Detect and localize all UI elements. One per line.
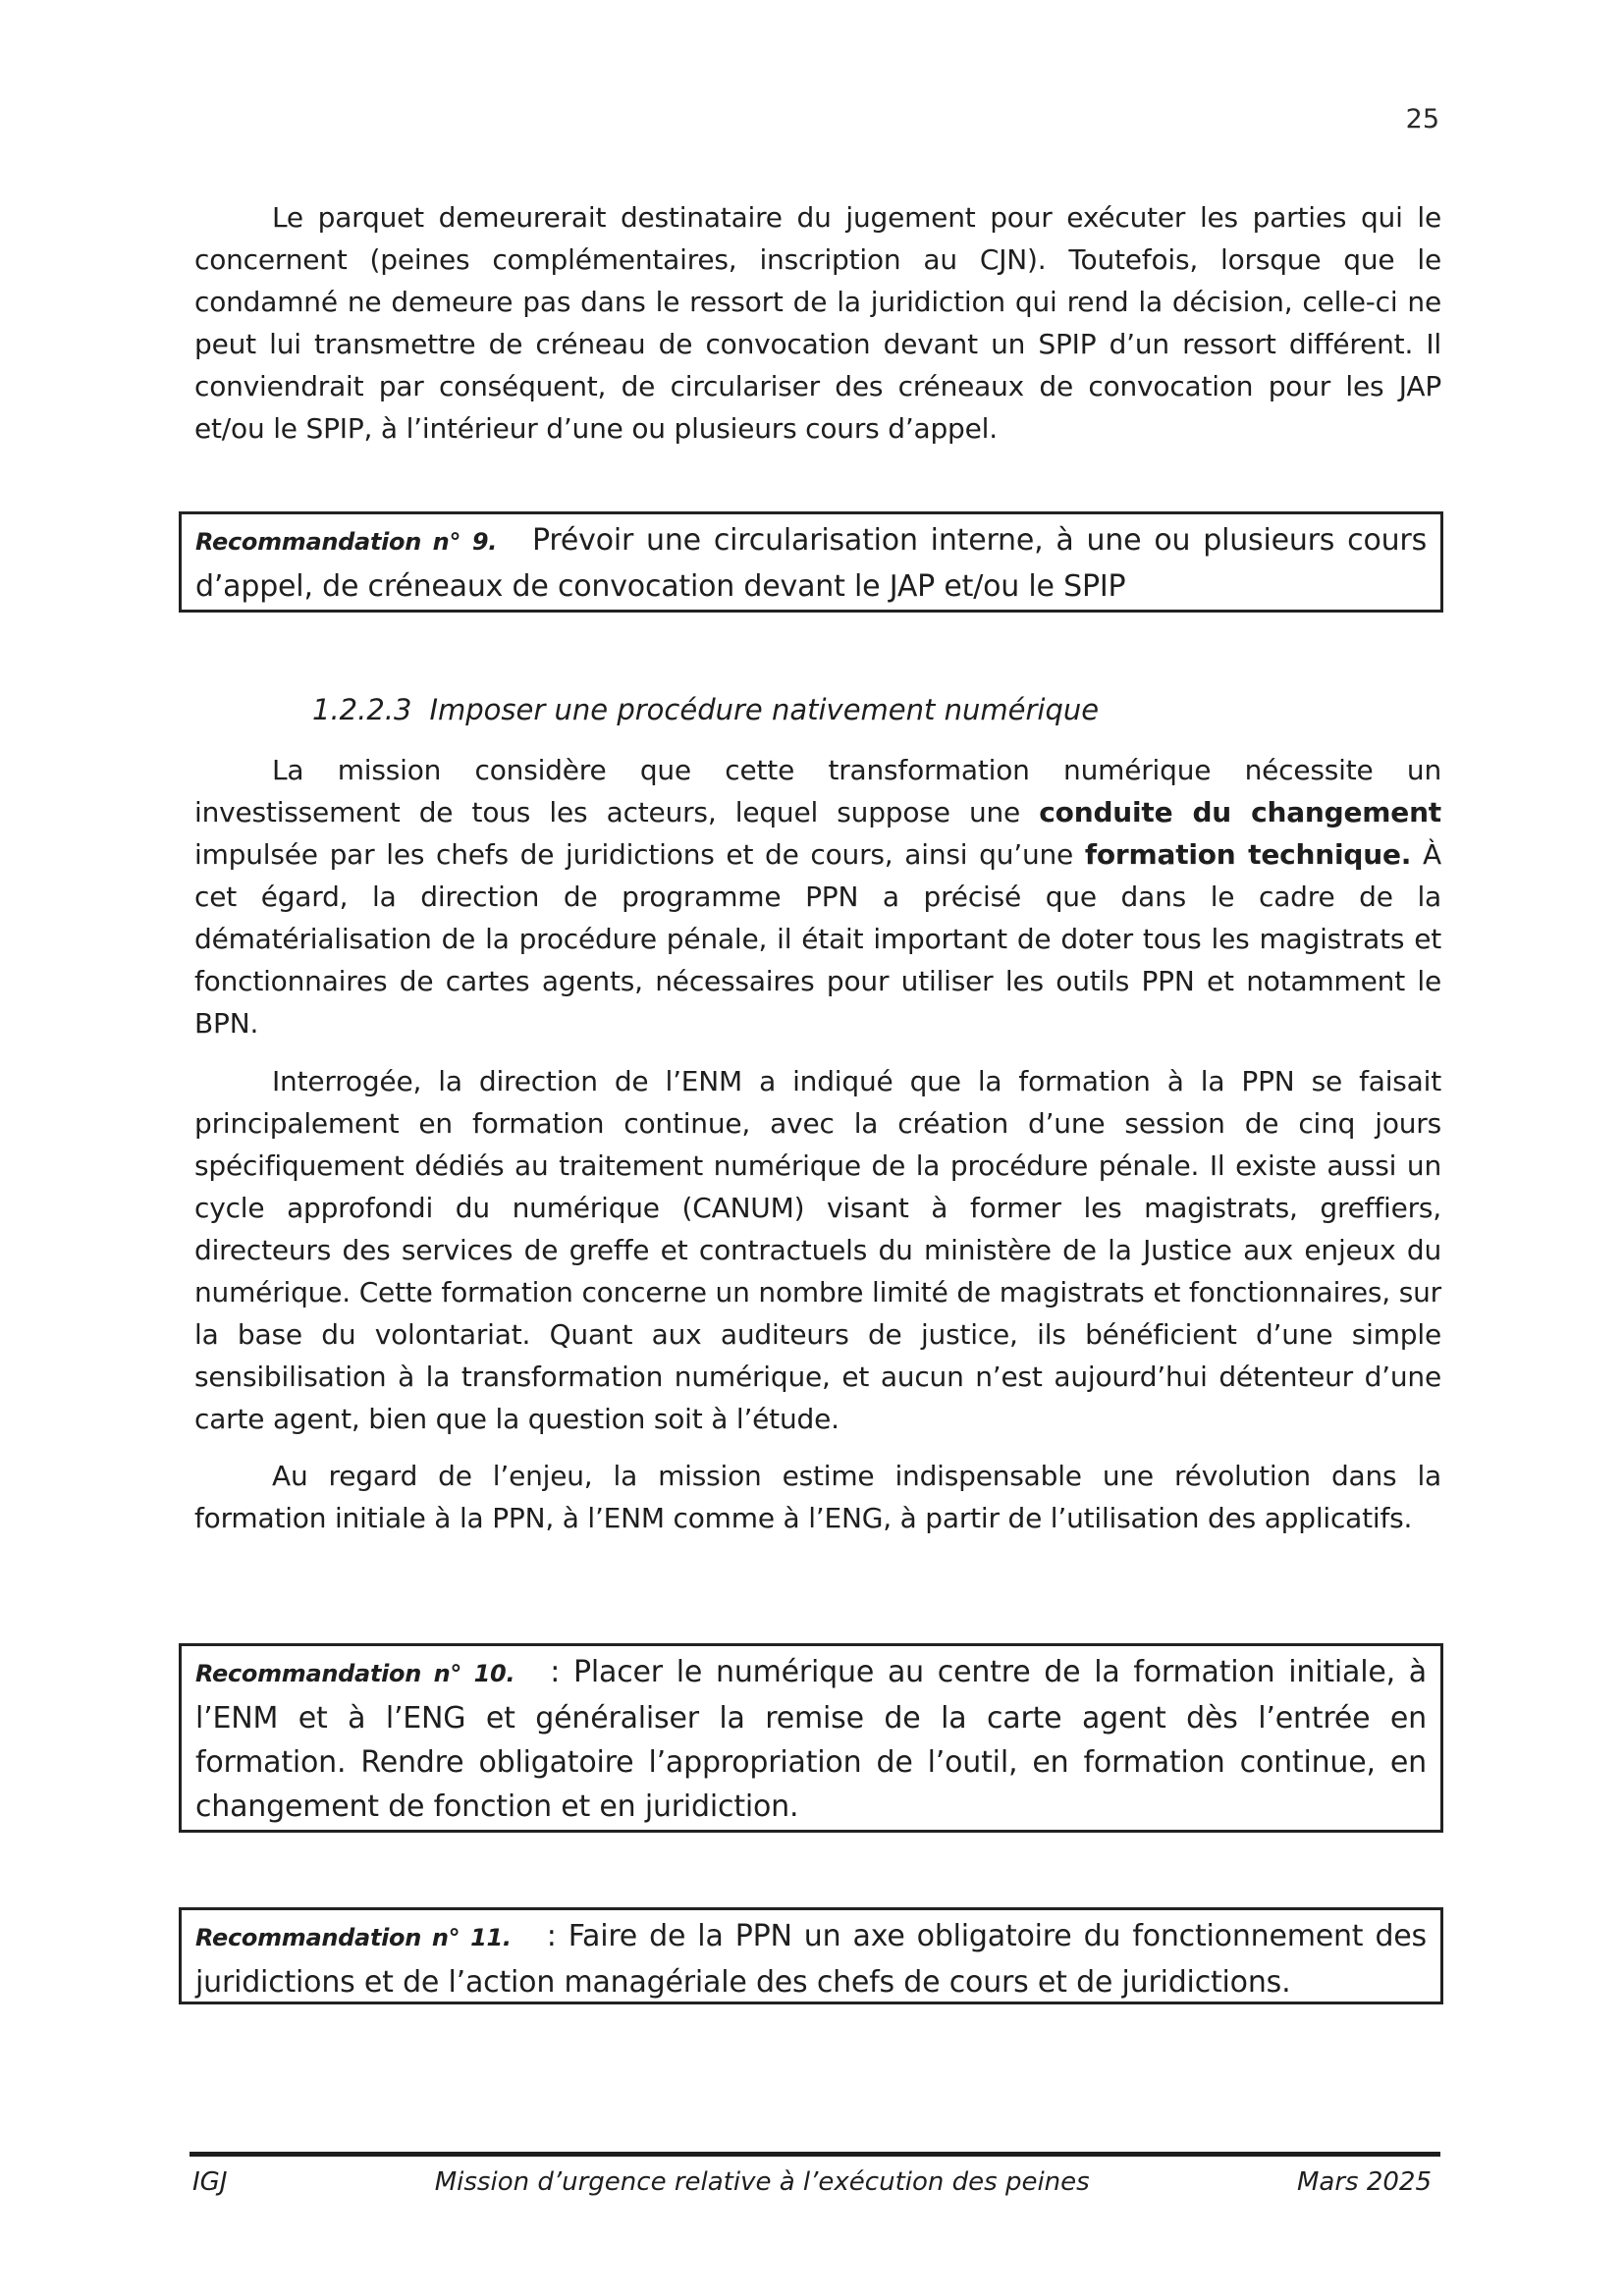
- section-number: 1.2.2.3: [312, 693, 412, 726]
- recommendation-11-box: [179, 1907, 1443, 2004]
- footer-document-title: Mission d’urgence relative à l’exécution des peines: [434, 2167, 1090, 2197]
- text-run: La mission considère que cette transformation numérique nécessite un investissement de tous les acteurs, lequel suppose une: [194, 754, 1441, 828]
- paragraph-text: Interrogée, la direction de l’ENM a indiqué que la formation à la PPN se faisait principalement en formation continue, avec la création d’une session de cinq jours spécifiquement dédiés au traitement numérique de la procédure pénale. Il existe aussi un cycle approfondi du numérique (CANUM) visant à former les magistrats, greffiers, directeurs des services de greffe et contractuels du ministère de la Justice aux enjeux du numérique. Cette formation concerne un nombre limité de magistrats et fonctionnaires, sur la base du volontariat. Quant aux auditeurs de justice, ils bénéficient d’une simple sensibilisation à la transformation numérique, et aucun n’est aujourd’hui détenteur d’une carte agent, bien que la question soit à l’étude.: [194, 1065, 1441, 1435]
- footer-date: Mars 2025: [1296, 2167, 1432, 2197]
- page-footer: [192, 2167, 1432, 2197]
- paragraph-text: [194, 749, 1441, 1044]
- paragraph-text: Au regard de l’enjeu, la mission estime indispensable une révolution dans la formation initiale à la PPN, à l’ENM comme à l’ENG, à partir de l’utilisation des applicatifs.: [194, 1460, 1441, 1534]
- recommendation-9-box: [179, 511, 1443, 613]
- text-run: impulsée par les chefs de juridictions et de cours, ainsi qu’une: [194, 838, 1085, 871]
- section-title: Imposer une procédure nativement numérique: [429, 693, 1100, 726]
- footer-organization: IGJ: [192, 2167, 228, 2197]
- text-run: À cet égard, la direction de programme PPN a précisé que dans le cadre de la dématérialisation de la procédure pénale, il était important de doter tous les magistrats et fonctionnaires de cartes agents, nécessaires pour utiliser les outils PPN et notamment le BPN.: [194, 838, 1441, 1040]
- recommendation-label: Recommandation n° 10.: [195, 1660, 515, 1687]
- paragraph-enjeu: [194, 1455, 1441, 1539]
- section-heading: [312, 693, 1099, 726]
- paragraph-mission-considere: [194, 749, 1441, 1044]
- page-number: 25: [1405, 104, 1439, 134]
- recommendation-label: Recommandation n° 9.: [195, 528, 498, 556]
- footer-divider: [189, 2152, 1440, 2157]
- recommendation-text: Prévoir une circularisation interne, à une ou plusieurs cours d’appel, de créneaux de convocation devant le JAP et/ou le SPIP: [195, 523, 1427, 604]
- bold-text-run: formation technique.: [1084, 838, 1412, 871]
- paragraph-text: Le parquet demeurerait destinataire du jugement pour exécuter les parties qui le concernent (peines complémentaires, inscription au CJN). Toutefois, lorsque que le condamné ne demeure pas dans le ressort de la juridiction qui rend la décision, celle-ci ne peut lui transmettre de créneau de convocation devant un SPIP d’un ressort différent. Il conviendrait par conséquent, de circulariser des créneaux de convocation pour les JAP et/ou le SPIP, à l’intérieur d’une ou plusieurs cours d’appel.: [194, 201, 1441, 445]
- recommendation-10-box: [179, 1643, 1443, 1833]
- recommendation-text: : Faire de la PPN un axe obligatoire du fonctionnement des juridictions et de l’action managériale des chefs de cours et de juridictions.: [195, 1919, 1427, 2000]
- recommendation-label: Recommandation n° 11.: [195, 1924, 512, 1951]
- recommendation-text: : Placer le numérique au centre de la formation initiale, à l’ENM et à l’ENG et généraliser la remise de la carte agent dès l’entrée en formation. Rendre obligatoire l’appropriation de l’outil, en formation continue, en changement de fonction et en juridiction.: [195, 1655, 1427, 1824]
- paragraph-enm-formation: [194, 1060, 1441, 1440]
- paragraph-circularisation: [194, 196, 1441, 450]
- bold-text-run: conduite du changement: [1039, 796, 1441, 828]
